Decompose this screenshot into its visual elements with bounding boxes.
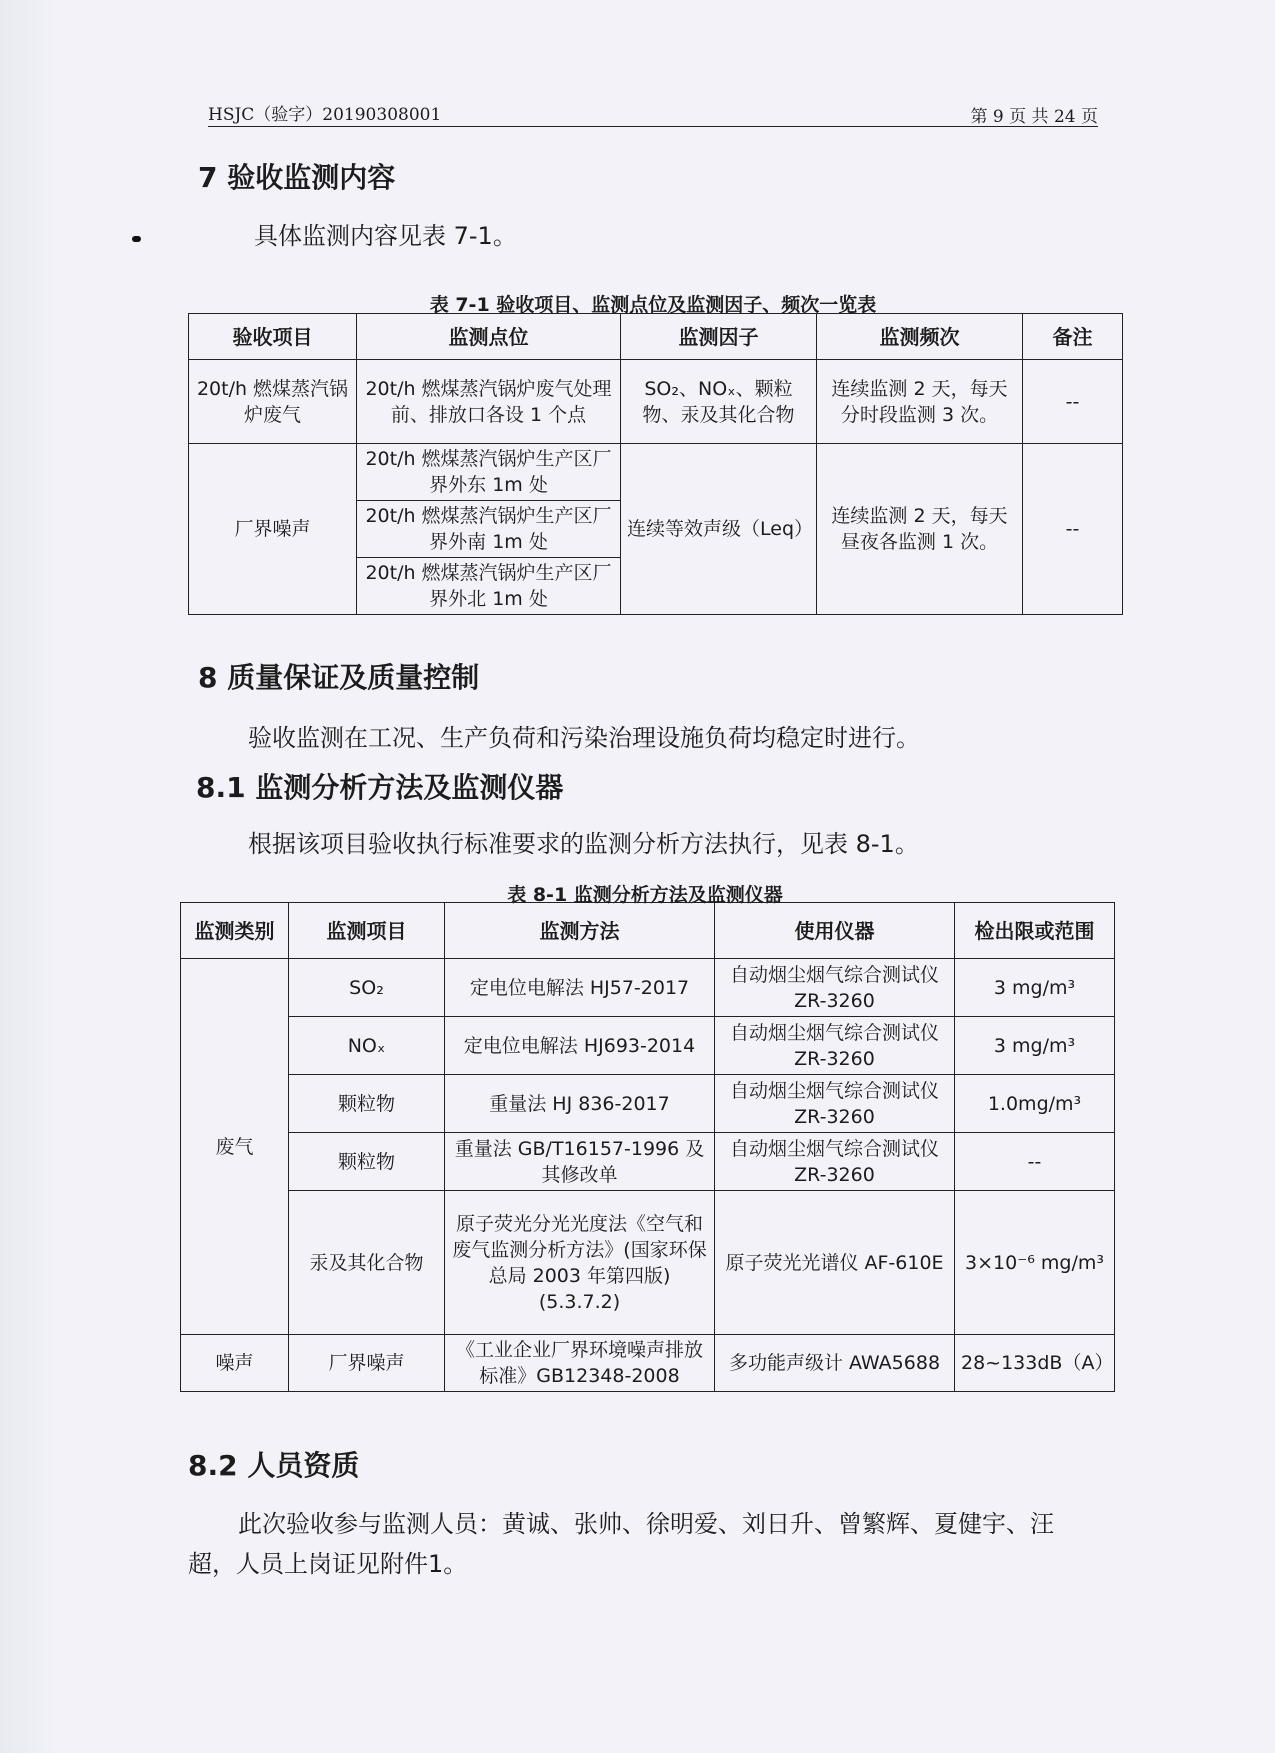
cell-instrument: 多功能声级计 AWA5688 bbox=[715, 1335, 955, 1392]
cell-limit: 3 mg/m³ bbox=[955, 959, 1115, 1017]
table-row bbox=[181, 1075, 1115, 1133]
table-row bbox=[181, 1133, 1115, 1191]
cell-note: -- bbox=[1023, 360, 1123, 444]
cell-item: 厂界噪声 bbox=[189, 444, 357, 615]
document-number: HSJC（验字）20190308001 bbox=[208, 105, 442, 125]
cell-point: 20t/h 燃煤蒸汽锅炉生产区厂界外南 1m 处 bbox=[357, 501, 621, 558]
section-7-title: 7 验收监测内容 bbox=[198, 161, 396, 194]
cell-instrument: 自动烟尘烟气综合测试仪 ZR-3260 bbox=[715, 959, 955, 1017]
cell-instrument: 原子荧光光谱仪 AF-610E bbox=[715, 1191, 955, 1335]
cell-instrument: 自动烟尘烟气综合测试仪 ZR-3260 bbox=[715, 1075, 955, 1133]
cell-limit: -- bbox=[955, 1133, 1115, 1191]
cell-frequency: 连续监测 2 天，每天分时段监测 3 次。 bbox=[817, 360, 1023, 444]
table-row bbox=[181, 959, 1115, 1017]
cell-method: 《工业企业厂界环境噪声排放标准》GB12348-2008 bbox=[445, 1335, 715, 1392]
cell-item: 汞及其化合物 bbox=[289, 1191, 445, 1335]
column-header: 监测因子 bbox=[621, 314, 817, 360]
cell-method: 原子荧光分光光度法《空气和废气监测分析方法》(国家环保总局 2003 年第四版)(5.3.7.2) bbox=[445, 1191, 715, 1335]
column-header: 使用仪器 bbox=[715, 903, 955, 959]
cell-method: 重量法 HJ 836-2017 bbox=[445, 1075, 715, 1133]
cell-point: 20t/h 燃煤蒸汽锅炉生产区厂界外北 1m 处 bbox=[357, 558, 621, 615]
cell-item: SO₂ bbox=[289, 959, 445, 1017]
section-7-paragraph: 具体监测内容见表 7-1。 bbox=[254, 222, 517, 250]
cell-item: 颗粒物 bbox=[289, 1133, 445, 1191]
cell-item: 20t/h 燃煤蒸汽锅炉废气 bbox=[189, 360, 357, 444]
page-header bbox=[208, 98, 1098, 127]
column-header: 监测点位 bbox=[357, 314, 621, 360]
cell-item: NOₓ bbox=[289, 1017, 445, 1075]
table-8-1-caption: 表 8-1 监测分析方法及监测仪器 bbox=[507, 884, 783, 906]
section-8-1-paragraph: 根据该项目验收执行标准要求的监测分析方法执行，见表 8-1。 bbox=[248, 830, 919, 858]
cell-method: 定电位电解法 HJ57-2017 bbox=[445, 959, 715, 1017]
cell-limit: 28~133dB（A） bbox=[955, 1335, 1115, 1392]
table-7-1-caption: 表 7-1 验收项目、监测点位及监测因子、频次一览表 bbox=[429, 294, 877, 316]
table-row bbox=[181, 1335, 1115, 1392]
cell-factor: SO₂、NOₓ、颗粒物、汞及其化合物 bbox=[621, 360, 817, 444]
column-header: 检出限或范围 bbox=[955, 903, 1115, 959]
column-header: 监测频次 bbox=[817, 314, 1023, 360]
page-edge-shadow bbox=[0, 0, 60, 1753]
column-header: 监测项目 bbox=[289, 903, 445, 959]
section-8-2-title: 8.2 人员资质 bbox=[188, 1449, 360, 1482]
table-row bbox=[189, 360, 1123, 444]
cell-item: 厂界噪声 bbox=[289, 1335, 445, 1392]
column-header: 监测类别 bbox=[181, 903, 289, 959]
cell-item: 颗粒物 bbox=[289, 1075, 445, 1133]
table-7-1 bbox=[188, 313, 1123, 615]
cell-limit: 3×10⁻⁶ mg/m³ bbox=[955, 1191, 1115, 1335]
cell-instrument: 自动烟尘烟气综合测试仪 ZR-3260 bbox=[715, 1133, 955, 1191]
section-8-paragraph: 验收监测在工况、生产负荷和污染治理设施负荷均稳定时进行。 bbox=[248, 724, 920, 752]
cell-method: 定电位电解法 HJ693-2014 bbox=[445, 1017, 715, 1075]
table-row bbox=[189, 444, 1123, 501]
cell-method: 重量法 GB/T16157-1996 及其修改单 bbox=[445, 1133, 715, 1191]
cell-note: -- bbox=[1023, 444, 1123, 615]
table-header-row bbox=[189, 314, 1123, 360]
table-header-row bbox=[181, 903, 1115, 959]
table-8-1 bbox=[180, 902, 1115, 1392]
page-number: 第 9 页 共 24 页 bbox=[970, 107, 1098, 127]
section-8-title: 8 质量保证及质量控制 bbox=[198, 661, 480, 694]
table-row bbox=[181, 1017, 1115, 1075]
cell-category: 废气 bbox=[181, 959, 289, 1335]
section-8-1-title: 8.1 监测分析方法及监测仪器 bbox=[196, 771, 564, 804]
scan-speck bbox=[132, 236, 141, 242]
column-header: 验收项目 bbox=[189, 314, 357, 360]
column-header: 监测方法 bbox=[445, 903, 715, 959]
column-header: 备注 bbox=[1023, 314, 1123, 360]
cell-point: 20t/h 燃煤蒸汽锅炉生产区厂界外东 1m 处 bbox=[357, 444, 621, 501]
section-8-2-paragraph: 此次验收参与监测人员：黄诚、张帅、徐明爱、刘日升、曾繁辉、夏健宇、汪超，人员上岗证见附件1。 bbox=[188, 1510, 1054, 1578]
cell-instrument: 自动烟尘烟气综合测试仪 ZR-3260 bbox=[715, 1017, 955, 1075]
cell-category: 噪声 bbox=[181, 1335, 289, 1392]
table-row bbox=[181, 1191, 1115, 1335]
cell-limit: 3 mg/m³ bbox=[955, 1017, 1115, 1075]
cell-frequency: 连续监测 2 天，每天昼夜各监测 1 次。 bbox=[817, 444, 1023, 615]
cell-factor: 连续等效声级（Leq） bbox=[621, 444, 817, 615]
cell-limit: 1.0mg/m³ bbox=[955, 1075, 1115, 1133]
cell-point: 20t/h 燃煤蒸汽锅炉废气处理前、排放口各设 1 个点 bbox=[357, 360, 621, 444]
